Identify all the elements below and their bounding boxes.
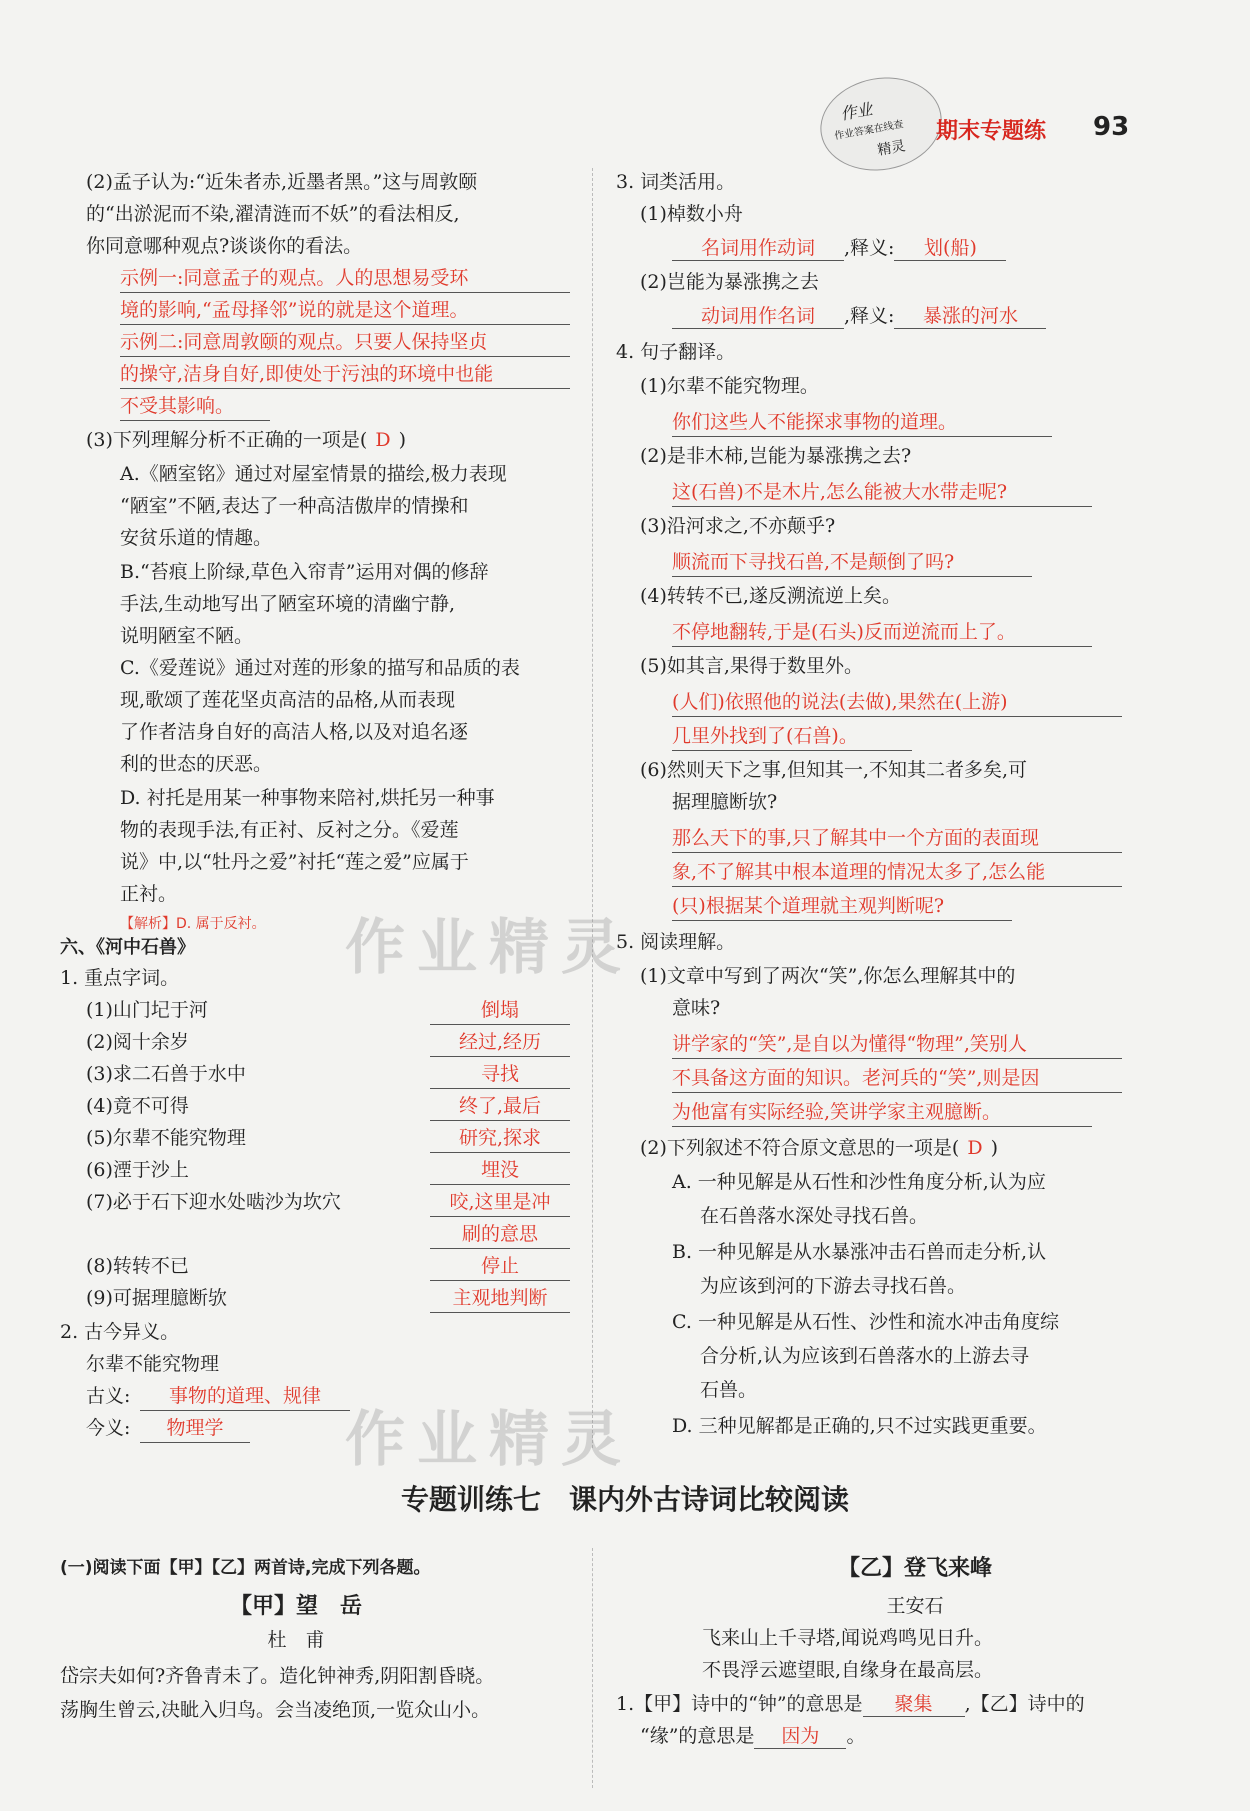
q3-option-line: 手法,生动地写出了陋室环境的清幽宁静, [120,593,456,615]
cilei-answer-meaning: 划(船) [894,236,1006,261]
q2-answer-line: 的操守,洁身自好,即使处于污浊的环境中也能 [120,362,570,389]
q5-2-option-line: C. 一种见解是从石性、沙性和流水冲击角度综 [672,1311,1059,1333]
vocab-answer: 经过,经历 [430,1030,570,1057]
cilei-answer-row [672,304,1046,329]
trans-answer: 不停地翻转,于是(石头)反而逆流而上了。 [672,620,1092,647]
cilei-mid: ,释义: [844,305,895,327]
q5-2-option-line: 在石兽落水深处寻找石兽。 [700,1205,929,1227]
topic-q1-mid: ,【乙】诗中的 [964,1693,1085,1715]
trans-answer: 几里外找到了(石兽)。 [672,724,912,751]
section6-title: 六、《河中石兽》 [60,937,195,958]
gu-label: 古义: [86,1385,131,1407]
vocab-answer: 咬,这里是冲 [430,1190,570,1217]
q2-answer-line: 不受其影响。 [120,394,270,421]
poem-a-line: 荡胸生曾云,决眦入归鸟。会当凌绝顶,一览众山小。 [60,1699,491,1721]
cilei-question: (2)岂能为暴涨携之去 [640,271,819,293]
q5-2-option-line: 合分析,认为应该到石兽落水的上游去寻 [700,1345,1030,1367]
logo-text-mid: 作业答案在线查 [833,119,905,143]
logo-badge [813,68,949,180]
poem-a-line: 岱宗夫如何?齐鲁青未了。造化钟神秀,阴阳割昏晓。 [60,1665,495,1687]
vocab-question: (3)求二石兽于水中 [86,1063,246,1085]
vocab-answer: 停止 [430,1254,570,1281]
vocab-question: (4)竟不可得 [86,1095,189,1117]
q5-2-stem-text: (2)下列叙述不符合原文意思的一项是( [640,1137,960,1159]
cilei-answer-meaning: 暴涨的河水 [894,304,1046,329]
q5-2-answer: D [967,1137,983,1159]
q5-2-stem-close: ) [990,1137,998,1159]
watermark: 作业精灵 [345,913,633,983]
trans-question: (1)尔辈不能究物理。 [640,375,819,397]
vocab-answer: 倒塌 [430,998,570,1025]
q2-answer-line: 示例二:同意周敦颐的观点。只要人保持坚贞 [120,330,570,357]
q3-cilei-title: 3. 词类活用。 [616,171,736,193]
topic-q1-pre: 1.【甲】诗中的“钟”的意思是 [616,1693,863,1715]
q5-2-option-line: B. 一种见解是从水暴涨冲击石兽而走分析,认 [672,1241,1047,1263]
q2-line: (2)孟子认为:“近朱者赤,近墨者黑。”这与周敦颐 [86,171,478,193]
vocab-answer: 研究,探求 [430,1126,570,1153]
vocab-answer: 刷的意思 [430,1222,570,1249]
vocab-answer: 终了,最后 [430,1094,570,1121]
trans-question: (3)沿河求之,不亦颠乎? [640,515,836,537]
q5-2-stem [640,1136,998,1160]
topic-q1-pre2: “缘”的意思是 [640,1725,755,1747]
poem-a-title: 【甲】望 岳 [229,1593,362,1619]
q2-line: 的“出淤泥而不染,濯清涟而不妖”的看法相反, [86,203,460,225]
topic-q1-end: 。 [846,1725,866,1747]
topic-divider [592,1548,593,1788]
vocab-question: (6)湮于沙上 [86,1159,189,1181]
poem-b-line: 飞来山上千寻塔,闻说鸡鸣见日升。 [702,1627,994,1649]
poem-b-line: 不畏浮云遮望眼,自缘身在最高层。 [702,1659,994,1681]
logo-text-bottom: 精灵 [876,138,907,159]
cilei-answer-type: 动词用作名词 [672,304,844,329]
trans-answer: 这(石兽)不是木片,怎么能被大水带走呢? [672,480,1092,507]
vocab-question: (1)山门圮于河 [86,999,208,1021]
q5-1-line: 意味? [672,997,721,1019]
trans-question: (4)转转不已,遂反溯流逆上矣。 [640,585,901,607]
q3-answer: D [375,429,391,451]
q2-gujin-title: 2. 古今异义。 [60,1321,180,1343]
topic-q1-answer2: 因为 [754,1724,846,1749]
trans-answer: 那么天下的事,只了解其中一个方面的表面现 [672,826,1122,853]
q5-2-option-line: D. 三种见解都是正确的,只不过实践更重要。 [672,1415,1047,1437]
watermark: 作业精灵 [345,1405,633,1475]
q2-answer-line: 示例一:同意孟子的观点。人的思想易受环 [120,266,570,293]
q5-1-answer: 讲学家的“笑”,是自以为懂得“物理”,笑别人 [672,1032,1122,1059]
page-number: 93 [1093,112,1130,142]
q3-stem-close: ) [398,429,406,451]
q2-answer-line: 境的影响,“孟母择邻”说的就是这个道理。 [120,298,570,325]
vocab-question: (5)尔辈不能究物理 [86,1127,246,1149]
q5-1-line: (1)文章中写到了两次“笑”,你怎么理解其中的 [640,965,1016,987]
trans-answer: (只)根据某个道理就主观判断呢? [672,894,1012,921]
topic-q1-answer1: 聚集 [863,1692,965,1717]
q3-option-line: 正衬。 [120,883,178,905]
q3-option-line: 安贫乐道的情趣。 [120,527,273,549]
q5-2-option-line: 石兽。 [700,1379,758,1401]
gujin-sentence: 尔辈不能究物理 [86,1353,220,1375]
q5-1-answer: 为他富有实际经验,笑讲学家主观臆断。 [672,1100,1092,1127]
topic-q1-row2 [640,1724,865,1749]
q3-option-line: C.《爱莲说》通过对莲的形象的描写和品质的表 [120,657,520,679]
topic-title: 专题训练七 课内外古诗词比较阅读 [400,1483,849,1516]
q3-stem [86,428,406,452]
trans-answer: (人们)依照他的说法(去做),果然在(上游) [672,690,1122,717]
q3-option-line: 现,歌颂了莲花坚贞高洁的品格,从而表现 [120,689,456,711]
cilei-answer-row [672,236,1006,261]
gu-answer: 事物的道理、规律 [140,1384,350,1411]
q5-1-answer: 不具备这方面的知识。老河兵的“笑”,则是因 [672,1066,1122,1093]
vocab-question: (8)转转不已 [86,1255,189,1277]
vocab-answer: 寻找 [430,1062,570,1089]
q4-title: 4. 句子翻译。 [616,341,736,363]
column-divider [592,168,593,1448]
trans-question: (6)然则天下之事,但知其一,不知其二者多矣,可 [640,759,1028,781]
q1-title: 1. 重点字词。 [60,967,180,989]
vocab-answer: 主观地判断 [430,1286,570,1313]
trans-question: (5)如其言,果得于数里外。 [640,655,863,677]
poem-b-title: 【乙】登飞来峰 [837,1555,992,1581]
q3-stem-text: (3)下列理解分析不正确的一项是( [86,429,368,451]
trans-answer: 你们这些人不能探求事物的道理。 [672,410,1052,437]
logo-text-top: 作业 [839,99,874,124]
q5-title: 5. 阅读理解。 [616,931,736,953]
jin-label: 今义: [86,1417,131,1439]
q3-option-line: A.《陋室铭》通过对屋室情景的描绘,极力表现 [120,463,507,485]
cilei-answer-type: 名词用作动词 [672,236,844,261]
q3-option-line: 了作者洁身自好的高洁人格,以及对追名逐 [120,721,469,743]
poem-b-author: 王安石 [886,1595,944,1617]
section-title: 期末专题练 [936,119,1047,144]
trans-answer: 顺流而下寻找石兽,不是颠倒了吗? [672,550,1032,577]
q3-option-line: 说》中,以“牡丹之爱”衬托“莲之爱”应属于 [120,851,469,873]
vocab-answer: 埋没 [430,1158,570,1185]
q5-2-option-line: 为应该到河的下游去寻找石兽。 [700,1275,967,1297]
q3-option-line: 说明陋室不陋。 [120,625,254,647]
cilei-question: (1)棹数小舟 [640,203,743,225]
poem-a-author: 杜 甫 [267,1629,325,1651]
topic-instruction: (一)阅读下面【甲】【乙】两首诗,完成下列各题。 [60,1558,431,1578]
q3-option-line: B.“苔痕上阶绿,草色入帘青”运用对偶的修辞 [120,561,489,583]
trans-answer: 象,不了解其中根本道理的情况太多了,怎么能 [672,860,1122,887]
vocab-question: (9)可据理臆断欤 [86,1287,227,1309]
q5-2-option-line: A. 一种见解是从石性和沙性角度分析,认为应 [672,1171,1046,1193]
analysis-note: 【解析】D. 属于反衬。 [120,916,266,932]
vocab-question: (7)必于石下迎水处啮沙为坎穴 [86,1191,341,1213]
trans-question: 据理臆断欤? [672,791,778,813]
q2-line: 你同意哪种观点?谈谈你的看法。 [86,235,363,257]
jin-answer: 物理学 [140,1416,250,1443]
trans-question: (2)是非木柿,岂能为暴涨携之去? [640,445,912,467]
vocab-question: (2)阅十余岁 [86,1031,189,1053]
q3-option-line: 利的世态的厌恶。 [120,753,273,775]
q3-option-line: “陋室”不陋,表达了一种高洁傲岸的情操和 [120,495,469,517]
cilei-mid: ,释义: [844,237,895,259]
q3-option-line: 物的表现手法,有正衬、反衬之分。《爱莲 [120,819,459,841]
topic-q1-row [616,1692,1085,1717]
q3-option-line: D. 衬托是用某一种事物来陪衬,烘托另一种事 [120,787,495,809]
